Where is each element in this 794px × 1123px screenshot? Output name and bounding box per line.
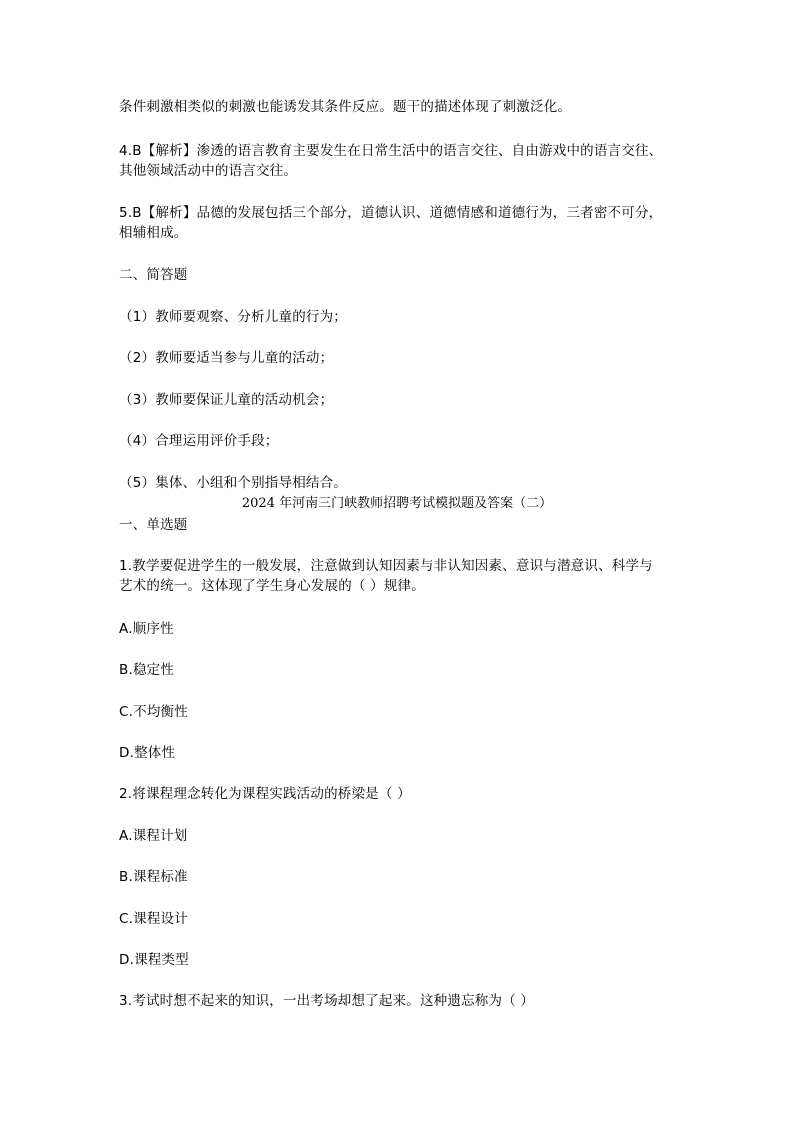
option-a: A.顺序性 bbox=[119, 621, 174, 637]
section-heading-short-answer: 二、简答题 bbox=[119, 267, 188, 283]
answer-line: 5.B【解析】品德的发展包括三个部分，道德认识、道德情感和道德行为，三者密不可分， bbox=[119, 205, 663, 221]
option-d: D.整体性 bbox=[119, 745, 176, 761]
question-stem: 2.将课程理念转化为课程实践活动的桥梁是（ ） bbox=[119, 786, 411, 802]
short-answer-point: （1）教师要观察、分析儿童的行为； bbox=[119, 309, 347, 325]
short-answer-point: （5）集体、小组和个别指导相结合。 bbox=[119, 475, 347, 491]
continuation-text: 条件刺激相类似的刺激也能诱发其条件反应。题干的描述体现了刺激泛化。 bbox=[119, 99, 572, 115]
answer-line: 相辅相成。 bbox=[119, 225, 188, 241]
question-stem: 艺术的统一。这体现了学生身心发展的（ ）规律。 bbox=[119, 578, 425, 594]
short-answer-point: （4）合理运用评价手段； bbox=[119, 433, 279, 449]
question-stem: 1.教学要促进学生的一般发展，注意做到认知因素与非认知因素、意识与潜意识、科学与 bbox=[119, 558, 653, 574]
answer-line: 其他领域活动中的语言交往。 bbox=[119, 163, 298, 179]
option-d: D.课程类型 bbox=[119, 952, 189, 968]
question-stem: 3.考试时想不起来的知识，一出考场却想了起来。这种遗忘称为（ ） bbox=[119, 993, 535, 1009]
option-c: C.不均衡性 bbox=[119, 704, 188, 720]
paper-title: 2024 年河南三门峡教师招聘考试模拟题及答案（二） bbox=[241, 496, 553, 511]
option-c: C.课程设计 bbox=[119, 911, 188, 927]
option-b: B.稳定性 bbox=[119, 662, 175, 678]
option-b: B.课程标准 bbox=[119, 869, 188, 885]
answer-line: 4.B【解析】渗透的语言教育主要发生在日常生活中的语言交往、自由游戏中的语言交往、 bbox=[119, 143, 663, 159]
short-answer-point: （2）教师要适当参与儿童的活动； bbox=[119, 350, 334, 366]
section-heading-single-choice: 一、单选题 bbox=[119, 517, 188, 533]
short-answer-point: （3）教师要保证儿童的活动机会； bbox=[119, 392, 334, 408]
option-a: A.课程计划 bbox=[119, 828, 188, 844]
